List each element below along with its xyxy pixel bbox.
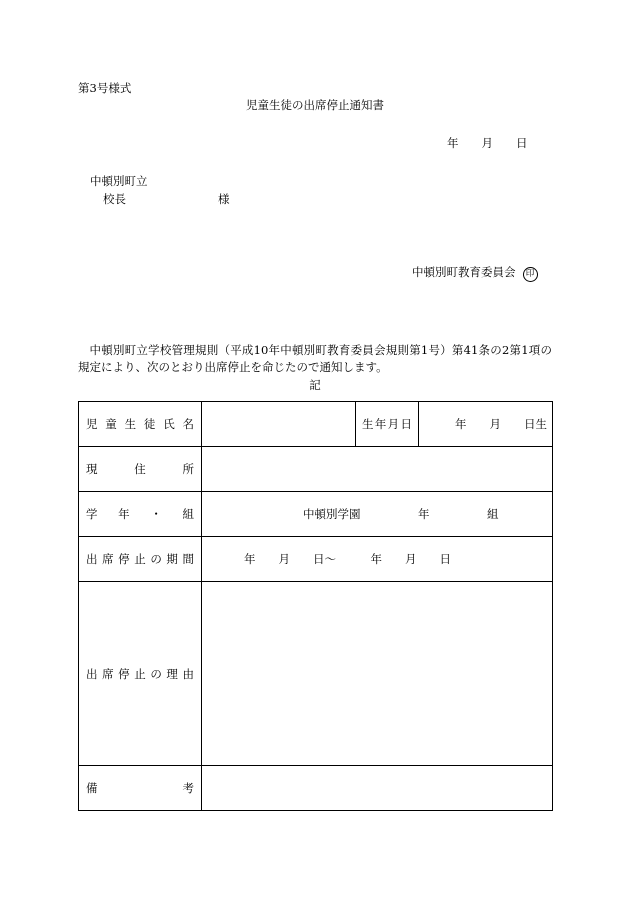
- addressee-principal: 校長 様: [103, 192, 230, 206]
- table-row: [79, 492, 553, 537]
- table-row: [79, 766, 553, 811]
- addressee-school: 中頓別町立: [90, 174, 148, 188]
- grade-class-label: 学年・組: [86, 507, 194, 521]
- remarks-label-cell: [79, 766, 202, 811]
- birth-date-value: 年 月 日生: [455, 417, 547, 431]
- student-name-label-cell: [79, 402, 202, 447]
- student-name-field: [202, 402, 356, 447]
- notice-table: [78, 401, 553, 811]
- student-name-label: 児童生徒氏名: [86, 417, 194, 431]
- table-row: [79, 582, 553, 766]
- birth-date-field: [419, 402, 553, 447]
- document-title: 児童生徒の出席停止通知書: [246, 98, 384, 112]
- remarks-field: [202, 766, 553, 811]
- period-label: 出席停止の期間: [86, 552, 194, 566]
- reason-label: 出席停止の理由: [86, 666, 194, 681]
- birth-date-label-cell: [356, 402, 419, 447]
- remarks-label: 備考: [86, 781, 194, 795]
- note-heading: 記: [309, 378, 321, 392]
- address-label-cell: [79, 447, 202, 492]
- sender-block: [412, 265, 538, 282]
- issue-date: 年 月 日: [447, 136, 528, 150]
- period-label-cell: [79, 537, 202, 582]
- period-value: 年 月 日～ 年 月 日: [244, 552, 451, 566]
- address-label: 現住所: [86, 462, 194, 476]
- form-number: 第3号様式: [78, 81, 132, 95]
- grade-class-label-cell: [79, 492, 202, 537]
- body-paragraph: 中頓別町立学校管理規則（平成10年中頓別町教育委員会規則第1号）第41条の2第1項の規定により、次のとおり出席停止を命じたので通知します。: [78, 343, 552, 374]
- reason-field: [202, 582, 553, 766]
- seal-stamp: 印: [523, 267, 538, 282]
- sender-name: 中頓別町教育委員会: [412, 265, 516, 279]
- table-row: [79, 537, 553, 582]
- grade-class-value: 中頓別学園 年 組: [303, 507, 499, 521]
- table-row: [79, 402, 553, 447]
- address-field: [202, 447, 553, 492]
- period-field: [202, 537, 553, 582]
- birth-date-label: 生年月日: [362, 417, 412, 431]
- reason-label-cell: [79, 582, 202, 766]
- table-row: [79, 447, 553, 492]
- grade-class-field: [202, 492, 553, 537]
